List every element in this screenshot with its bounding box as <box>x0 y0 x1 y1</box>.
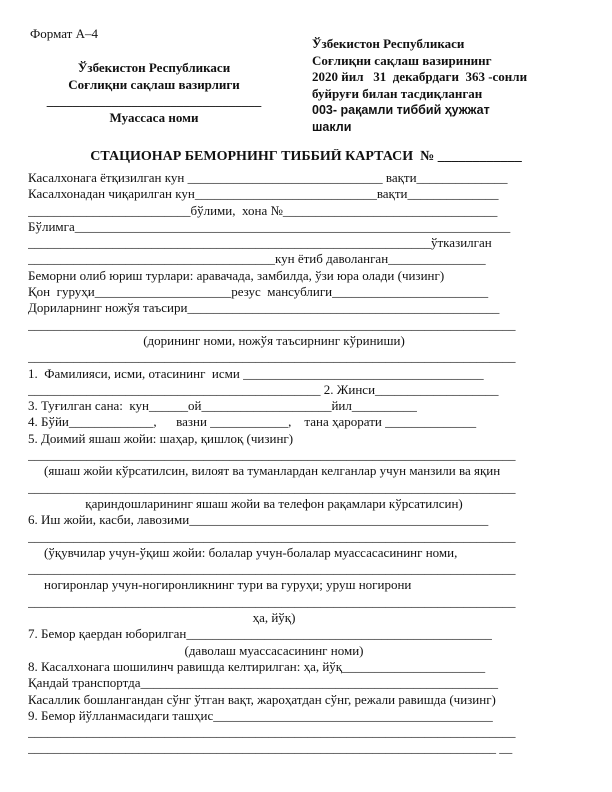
form-line-full-name: 1. Фамилияси, исми, отасининг исми _____________________________________ <box>28 365 484 381</box>
form-blank-line: ________________________________________________________________________ __ <box>28 740 513 756</box>
approval-right-block <box>312 36 580 135</box>
form-blank-line: ___________________________________________________________________________ <box>28 593 516 609</box>
form-line-discharge-date: Касалхонадан чиқарилган кун____________________________вақти______________ <box>28 186 499 202</box>
form-number-line: 003- рақамли тиббий ҳужжат <box>312 103 490 117</box>
form-line-mobility: Беморни олиб юриш турлари: аравачада, замбилда, ўзи юра олади (чизинг) <box>28 267 445 283</box>
institution-name-blank-line: _________________________________ <box>46 93 262 108</box>
form-line-time-since-onset: Касаллик бошлангандан сўнг ўтган вақт, жароҳатдан сўнг, режали равишда (чизинг) <box>28 691 496 707</box>
ministry-left-block <box>36 60 272 126</box>
form-blank-line: ___________________________________________________________________________ <box>28 447 516 463</box>
form-line-birth-date: 3. Туғилган сана: кун______ой____________________йил__________ <box>28 398 417 414</box>
form-caption-institution: (даволаш муассасасининг номи) <box>184 642 364 658</box>
institution-name-caption: Муассаса номи <box>109 109 199 125</box>
form-caption-relatives: қариндошларининг яшаш жойи ва телефон рақамлари кўрсатилсин) <box>85 495 463 511</box>
form-line-gender: _____________________________________________ 2. Жинси___________________ <box>28 381 499 397</box>
form-caption-students: (ўқувчилар учун-ўқиш жойи: болалар учун-болалар муассасасининг номи, <box>44 544 458 560</box>
format-label: Формат А–4 <box>30 26 98 41</box>
form-blank-line: ___________________________________________________________________________ <box>28 724 516 740</box>
header-right-line: Ўзбекистон Республикаси <box>312 36 465 51</box>
form-blank-line: ___________________________________________________________________________ <box>28 316 516 332</box>
form-blank-line: ___________________________________________________________________________ <box>28 479 516 495</box>
form-line-transferred: ______________________________________________________________ўтказилган <box>28 235 492 251</box>
form-line-drug-side-effects: Дориларнинг ножўя таъсири________________________________________________ <box>28 300 500 316</box>
form-line-transferred-to: Бўлимга___________________________________________________________________ <box>28 218 511 234</box>
form-blank-line: ___________________________________________________________________________ <box>28 528 516 544</box>
form-line-residence: 5. Доимий яшаш жойи: шаҳар, қишлоқ (чизинг) <box>28 430 294 446</box>
header-left-line: Соғлиқни сақлаш вазирлиги <box>68 76 240 92</box>
form-line-admission-date: Касалхонага ётқизилган кун ______________________________ вақти______________ <box>28 170 508 185</box>
form-number-line: шакли <box>312 119 352 134</box>
form-line-department-room: _________________________бўлими, хона №_________________________________ <box>28 202 498 218</box>
form-body <box>28 170 520 757</box>
form-line-referred-from: 7. Бемор қаердан юборилган_______________________________________________ <box>28 626 492 642</box>
form-line-blood-group: Қон гуруҳи_____________________резус мансублиги________________________ <box>28 284 489 300</box>
form-caption-drug-name: (дорининг номи, ножўя таъсирнинг кўриниши) <box>143 332 405 348</box>
form-caption-disability: ногиронлар учун-ногиронликнинг тури ва гуруҳи; уруш ногирони <box>44 577 412 593</box>
form-line-emergency: 8. Касалхонага шошилинч равишда келтирилган: ҳа, йўқ______________________ <box>28 658 486 674</box>
header-right-line: 2020 йил 31 декабрдаги 363 -сонли <box>312 69 528 84</box>
header-left-line: Ўзбекистон Республикаси <box>77 60 231 75</box>
form-blank-line: ___________________________________________________________________________ <box>28 561 516 577</box>
form-caption-residence: (яшаш жойи кўрсатилсин, вилоят ва туманлардан келганлар учун манзили ва яқин <box>44 463 501 479</box>
form-line-referral-diagnosis: 9. Бемор йўлланмасидаги ташҳис___________________________________________ <box>28 707 493 723</box>
form-line-transport: Қандай транспортда_______________________________________________________ <box>28 675 499 691</box>
header-right-line: Соғлиқни сақлаш вазирининг <box>312 52 492 68</box>
form-caption-yes-no: ҳа, йўқ) <box>252 610 296 626</box>
form-line-height-weight: 4. Бўйи_____________, вазни ____________, тана ҳарорати ______________ <box>28 414 477 430</box>
header-right-line: буйруғи билан тасдиқланган <box>312 85 483 101</box>
form-line-days-treated: ______________________________________кун ётиб даволанган_______________ <box>28 251 486 267</box>
form-line-workplace: 6. Иш жойи, касби, лавозими______________________________________________ <box>28 512 489 528</box>
page-title: СТАЦИОНАР БЕМОРНИНГ ТИББИЙ КАРТАСИ № ____________ <box>90 149 522 164</box>
form-blank-line: ___________________________________________________________________________ <box>28 349 516 365</box>
